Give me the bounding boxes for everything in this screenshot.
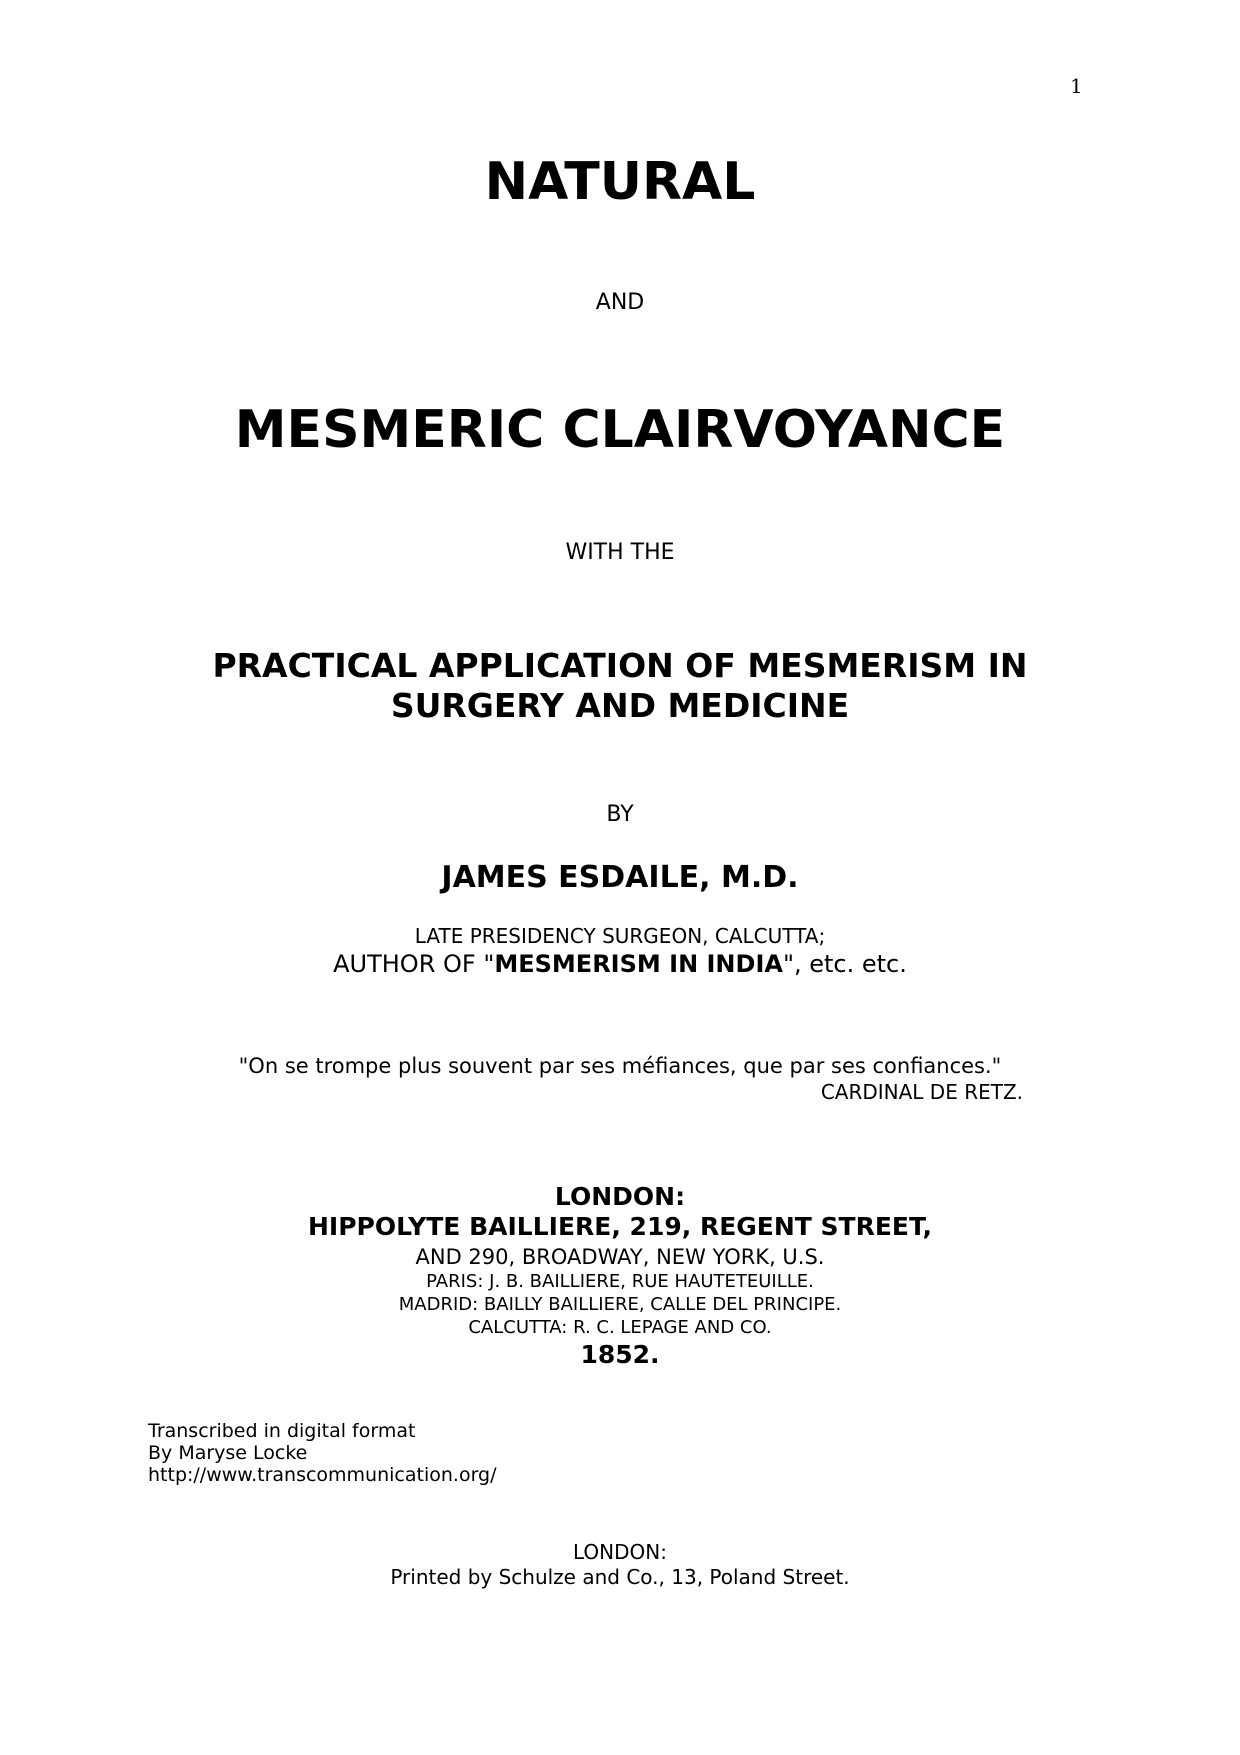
publisher-line-3: PARIS: J. B. BAILLIERE, RUE HAUTETEUILLE. — [426, 1271, 814, 1292]
publisher-line-4: MADRID: BAILLY BAILLIERE, CALLE DEL PRINCIPE. — [398, 1294, 842, 1315]
epigraph-quote: "On se trompe plus souvent par ses méfiances, que par ses confiances." — [238, 1054, 1002, 1078]
credential-suffix: ", etc. etc. — [782, 950, 907, 978]
title-natural: NATURAL — [484, 152, 756, 212]
author-name: JAMES ESDAILE, M.D. — [441, 860, 799, 895]
transcription-line-1: Transcribed in digital format — [148, 1420, 416, 1442]
publisher-name: HIPPOLYTE BAILLIERE, 219, REGENT STREET, — [307, 1212, 932, 1241]
publisher-line-5: CALCUTTA: R. C. LEPAGE AND CO. — [468, 1317, 772, 1338]
epigraph-attribution: CARDINAL DE RETZ. — [820, 1080, 1023, 1104]
transcription-url: http://www.transcommunication.org/ — [148, 1464, 497, 1486]
credential-prefix: AUTHOR OF " — [333, 950, 495, 978]
credential-work-title: MESMERISM IN INDIA — [494, 950, 783, 978]
author-credential-1: LATE PRESIDENCY SURGEON, CALCUTTA; — [414, 924, 826, 948]
subtitle-line-1: PRACTICAL APPLICATION OF MESMERISM IN — [212, 646, 1028, 685]
publication-year: 1852. — [580, 1340, 660, 1369]
printer-line: Printed by Schulze and Co., 13, Poland Street. — [390, 1565, 850, 1589]
printer-city: LONDON: — [573, 1540, 667, 1564]
transcription-line-2: By Maryse Locke — [148, 1442, 308, 1464]
publisher-city: LONDON: — [554, 1182, 686, 1211]
title-conjunction-and: AND — [595, 290, 645, 315]
title-mesmeric-clairvoyance: MESMERIC CLAIRVOYANCE — [234, 400, 1006, 460]
publisher-line-2: AND 290, BROADWAY, NEW YORK, U.S. — [415, 1245, 825, 1269]
byline-by: BY — [606, 802, 634, 827]
author-credential-2 — [0, 950, 1240, 978]
title-conjunction-with-the: WITH THE — [565, 540, 675, 565]
page-number: 1 — [1070, 74, 1083, 98]
subtitle-line-2: SURGERY AND MEDICINE — [390, 686, 850, 725]
